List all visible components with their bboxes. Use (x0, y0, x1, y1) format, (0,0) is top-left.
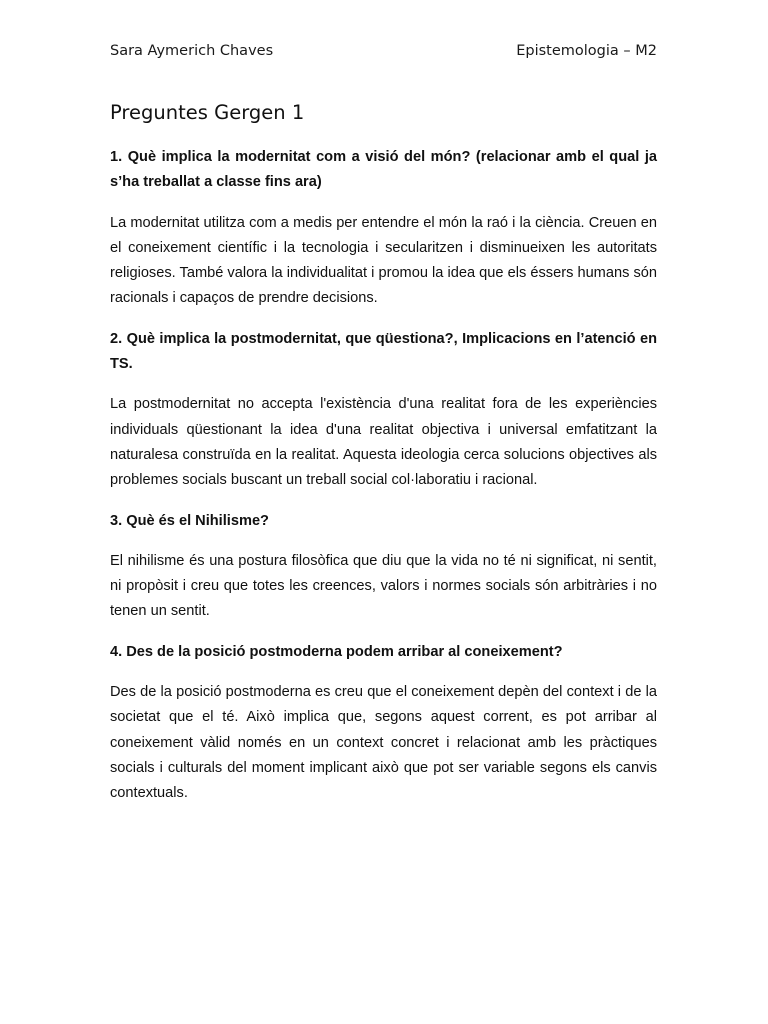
question-2: 2. Què implica la postmodernitat, que qüestiona?, Implicacions en l’atenció en TS. (110, 330, 657, 373)
question-3: 3. Què és el Nihilisme? (110, 512, 269, 529)
header-author: Sara Aymerich Chaves (110, 43, 274, 59)
document-body (110, 145, 657, 822)
question-1: 1. Què implica la modernitat com a visió del món? (relacionar amb el qual ja s’ha treballat a classe fins ara) (110, 149, 657, 191)
page-header (110, 41, 657, 61)
question-4: 4. Des de la posició postmoderna podem arribar al coneixement? (110, 643, 563, 660)
answer-3: El nihilisme és una postura filosòfica que diu que la vida no té ni significat, ni sentit, ni propòsit i creu que totes les creences, valors i normes socials són arbitràries i no tenen un sentit. (110, 552, 657, 620)
header-course: Epistemologia – M2 (516, 43, 657, 59)
document-title: Preguntes Gergen 1 (110, 101, 305, 124)
answer-4: Des de la posició postmoderna es creu que el coneixement depèn del context i de la societat que el té. Això implica que, segons aquest corrent, es pot arribar al coneixement vàlid només en un context concret i relacionat amb les pràctiques socials i culturals del moment implicant això que pot ser variable segons els canvis contextuals. (110, 684, 657, 802)
answer-2: La postmodernitat no accepta l'existència d'una realitat fora de les experiències individuals qüestionant la idea d'una realitat objectiva i universal emfatitzant la naturalesa construïda en la realitat. Aquesta ideologia cerca solucions objectives als problemes socials buscant un treball social col·laboratiu i racional. (110, 396, 657, 489)
answer-1: La modernitat utilitza com a medis per entendre el món la raó i la ciència. Creuen en el coneixement científic i la tecnologia i secularitzen i disminueixen les autoritats religioses. També valora la individualitat i promou la idea que els éssers humans són racionals i capaços de prendre decisions. (110, 214, 657, 307)
